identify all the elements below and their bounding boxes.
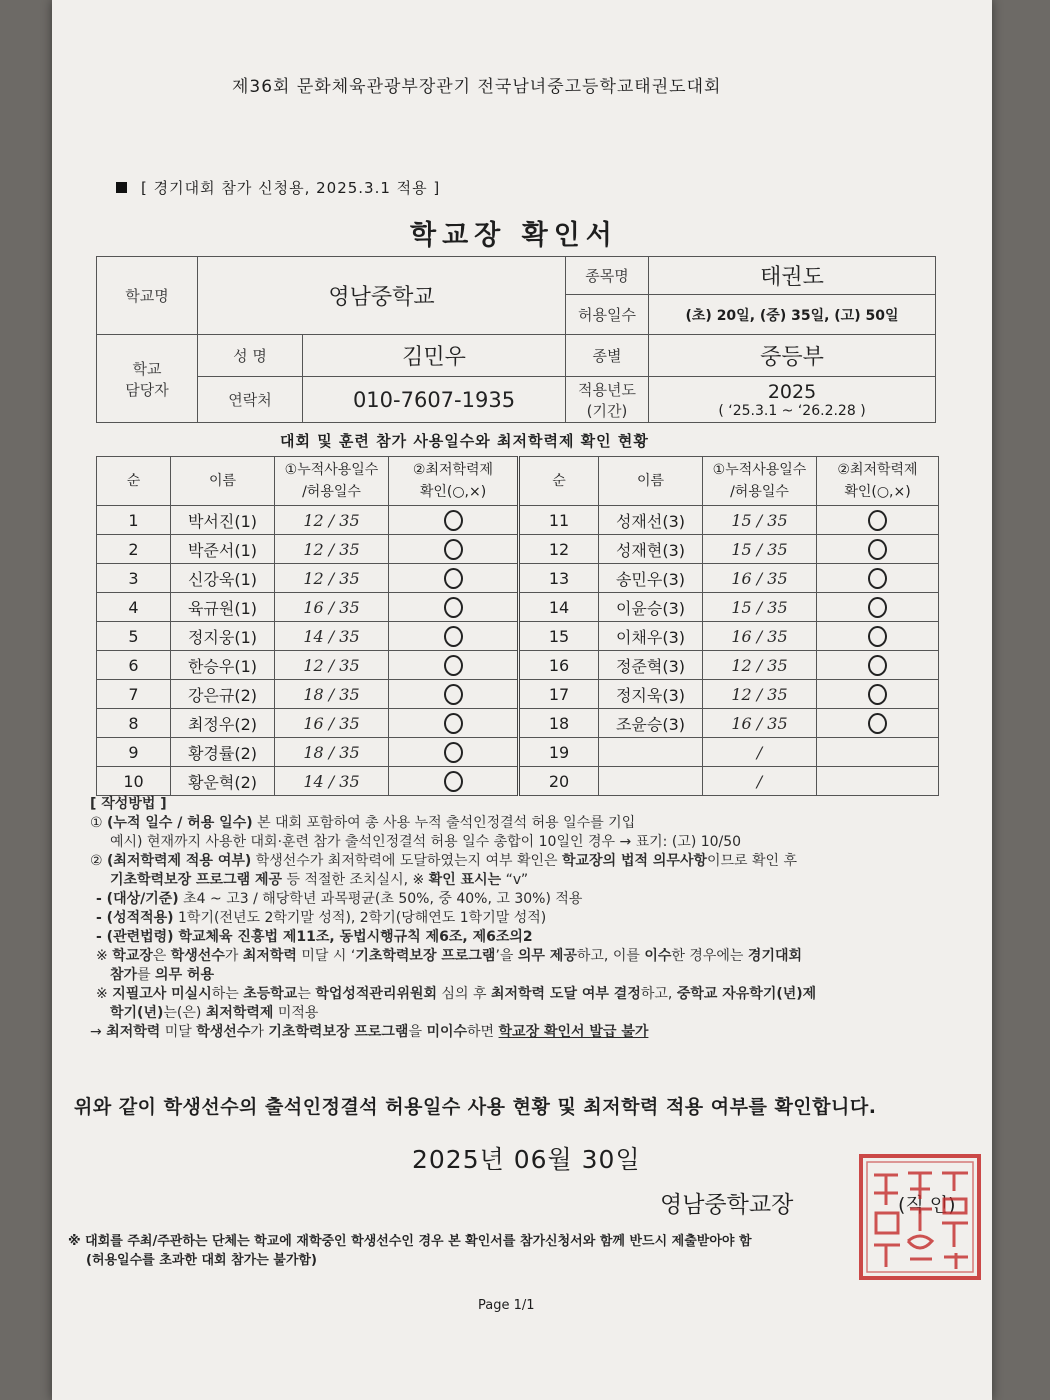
- table-row: [97, 506, 939, 535]
- cell-check: [817, 709, 939, 738]
- table-row: [97, 593, 939, 622]
- cell-name: 이윤승(3): [599, 593, 703, 622]
- cell-no: 15: [519, 622, 599, 651]
- guide-line: - (대상/기준) 초4 ~ 고3 / 해당학년 과목평균(초 50%, 중 40%, 고 30%) 적용: [96, 891, 583, 907]
- check-circle-icon: [868, 713, 887, 734]
- check-circle-icon: [444, 597, 463, 618]
- cell-name: 박서진(1): [171, 506, 275, 535]
- check-circle-icon: [868, 539, 887, 560]
- guide-line: ※ 지필고사 미실시하는 초등학교는 학업성적관리위원회 심의 후 최저학력 도달 여부 결정하고, 중학교 자유학기(년)제: [96, 986, 817, 1002]
- check-circle-icon: [444, 510, 463, 531]
- cell-check: [389, 767, 519, 796]
- cell-no: 2: [97, 535, 171, 564]
- check-circle-icon: [868, 597, 887, 618]
- cell-check: [389, 535, 519, 564]
- check-circle-icon: [444, 771, 463, 792]
- cell-days: 12 / 35: [703, 680, 817, 709]
- cell-check: [817, 593, 939, 622]
- check-circle-icon: [444, 684, 463, 705]
- cell-no: 17: [519, 680, 599, 709]
- guide-line: - (성적적용) 1학기(전년도 2학기말 성적), 2학기(당해연도 1학기말 성적): [96, 910, 547, 926]
- cell-no: 3: [97, 564, 171, 593]
- check-circle-icon: [444, 655, 463, 676]
- cell-days: 16 / 35: [703, 564, 817, 593]
- header-days: ①누적사용일수 /허용일수: [703, 457, 817, 506]
- check-circle-icon: [868, 626, 887, 647]
- cell-name: 성재선(3): [599, 506, 703, 535]
- contact-value: 010-7607-1935: [303, 377, 566, 423]
- cell-no: 8: [97, 709, 171, 738]
- cell-no: 7: [97, 680, 171, 709]
- confirmation-statement: 위와 같이 학생선수의 출석인정결석 허용일수 사용 현황 및 최저학력 적용 여부를 확인합니다.: [74, 1096, 877, 1118]
- cell-check: [389, 738, 519, 767]
- guide-line: → 최저학력 미달 학생선수가 기초학력보장 프로그램을 미이수하면 학교장 확인서 발급 불가: [90, 1024, 649, 1040]
- cell-check: [817, 738, 939, 767]
- allowed-days-label: 허용일수: [566, 295, 649, 335]
- attendance-header-row: [97, 457, 939, 506]
- guide-line: - (관련법령) 학교체육 진흥법 제11조, 동법시행규칙 제6조, 제6조의2: [96, 929, 533, 945]
- cell-no: 20: [519, 767, 599, 796]
- table-row: [97, 738, 939, 767]
- cell-name: [599, 767, 703, 796]
- cell-check: [817, 651, 939, 680]
- cell-check: [817, 506, 939, 535]
- contact-label: 연락처: [198, 377, 303, 423]
- cell-name: 성재현(3): [599, 535, 703, 564]
- cell-check: [389, 506, 519, 535]
- cell-no: 16: [519, 651, 599, 680]
- guide-line: 학기(년)는(은) 최저학력제 미적용: [110, 1005, 319, 1021]
- school-label: 학교명: [97, 257, 198, 335]
- allowed-days-value: (초) 20일, (중) 35일, (고) 50일: [649, 295, 936, 335]
- principal-name: 영남중학교장: [660, 1192, 794, 1218]
- check-circle-icon: [868, 568, 887, 589]
- header-name: 이름: [171, 457, 275, 506]
- header-check: ②최저학력제 확인(○,×): [389, 457, 519, 506]
- cell-days: 16 / 35: [275, 593, 389, 622]
- cell-days: 15 / 35: [703, 593, 817, 622]
- cell-name: 정지웅(1): [171, 622, 275, 651]
- writing-guide: [90, 795, 816, 1042]
- school-value: 영남중학교: [198, 257, 566, 335]
- cell-check: [389, 651, 519, 680]
- cell-name: 신강욱(1): [171, 564, 275, 593]
- cell-check: [817, 535, 939, 564]
- cell-no: 9: [97, 738, 171, 767]
- cell-name: 박준서(1): [171, 535, 275, 564]
- cell-no: 10: [97, 767, 171, 796]
- cell-days: 18 / 35: [275, 680, 389, 709]
- cell-name: 이채우(3): [599, 622, 703, 651]
- cell-name: 최정우(2): [171, 709, 275, 738]
- division-value: 중등부: [649, 335, 936, 377]
- table-row: [97, 651, 939, 680]
- guide-line: ① (누적 일수 / 허용 일수) 본 대회 포함하여 총 사용 누적 출석인정결석 허용 일수를 기입: [90, 815, 636, 831]
- guide-line: 기초학력보장 프로그램 제공 등 적절한 조치실시, ※ 확인 표시는 “v”: [110, 872, 529, 888]
- check-circle-icon: [444, 742, 463, 763]
- cell-days: 12 / 35: [275, 535, 389, 564]
- name-value: 김민우: [303, 335, 566, 377]
- cell-days: 12 / 35: [275, 564, 389, 593]
- cell-days: 14 / 35: [275, 767, 389, 796]
- cell-name: 한승우(1): [171, 651, 275, 680]
- cell-name: 황운혁(2): [171, 767, 275, 796]
- check-circle-icon: [868, 510, 887, 531]
- confirmation-date: 2025년 06월 30일: [412, 1145, 641, 1174]
- cell-no: 1: [97, 506, 171, 535]
- cell-name: 황경률(2): [171, 738, 275, 767]
- table-row: [97, 709, 939, 738]
- header-name: 이름: [599, 457, 703, 506]
- table-row: [97, 767, 939, 796]
- cell-days: 15 / 35: [703, 535, 817, 564]
- division-label: 종별: [566, 335, 649, 377]
- check-circle-icon: [444, 568, 463, 589]
- competition-title: 제36회 문화체육관광부장관기 전국남녀중고등학교태권도대회: [232, 77, 722, 97]
- document-title: 학교장 확인서: [410, 220, 618, 251]
- cell-days: 16 / 35: [703, 622, 817, 651]
- cell-no: 19: [519, 738, 599, 767]
- cell-check: [817, 564, 939, 593]
- event-value: 태권도: [649, 257, 936, 295]
- cell-days: /: [703, 767, 817, 796]
- cell-name: 정지욱(3): [599, 680, 703, 709]
- check-circle-icon: [444, 626, 463, 647]
- cell-no: 13: [519, 564, 599, 593]
- table-row: [97, 680, 939, 709]
- cell-no: 12: [519, 535, 599, 564]
- cell-name: 정준혁(3): [599, 651, 703, 680]
- cell-days: 16 / 35: [703, 709, 817, 738]
- cell-name: 육규원(1): [171, 593, 275, 622]
- table-row: [97, 622, 939, 651]
- footnote-line: ※ 대회를 주최/주관하는 단체는 학교에 재학중인 학생선수인 경우 본 확인서를 참가신청서와 함께 반드시 제출받아야 함: [68, 1234, 752, 1249]
- cell-check: [389, 622, 519, 651]
- cell-check: [817, 767, 939, 796]
- year-value: 2025 ( ‘25.3.1 ~ ‘26.2.28 ): [649, 377, 936, 423]
- cell-days: 12 / 35: [275, 506, 389, 535]
- seal-mark: (직 인): [898, 1194, 956, 1216]
- cell-days: 18 / 35: [275, 738, 389, 767]
- guide-line: 참가를 의무 허용: [110, 967, 215, 983]
- attendance-table: [96, 456, 939, 796]
- cell-days: /: [703, 738, 817, 767]
- cell-check: [389, 564, 519, 593]
- cell-check: [817, 622, 939, 651]
- cell-no: 6: [97, 651, 171, 680]
- guide-heading: [ 작성방법 ]: [90, 796, 167, 812]
- cell-no: 4: [97, 593, 171, 622]
- document-page: [52, 0, 992, 1400]
- year-label: 적용년도 (기간): [566, 377, 649, 423]
- event-label: 종목명: [566, 257, 649, 295]
- cell-days: 12 / 35: [275, 651, 389, 680]
- cell-days: 15 / 35: [703, 506, 817, 535]
- school-info-table: [96, 256, 936, 423]
- header-days: ①누적사용일수 /허용일수: [275, 457, 389, 506]
- guide-line: ② (최저학력제 적용 여부) 학생선수가 최저학력에 도달하였는지 여부 확인은 학교장의 법적 의무사항이므로 확인 후: [90, 853, 798, 869]
- cell-check: [389, 680, 519, 709]
- cell-check: [389, 709, 519, 738]
- cell-no: 14: [519, 593, 599, 622]
- cell-no: 5: [97, 622, 171, 651]
- cell-name: 조윤승(3): [599, 709, 703, 738]
- check-circle-icon: [444, 713, 463, 734]
- header-no: 순: [519, 457, 599, 506]
- guide-line: ※ 학교장은 학생선수가 최저학력 미달 시 ‘기초학력보장 프로그램’을 의무 제공하고, 이를 이수한 경우에는 경기대회: [96, 948, 803, 964]
- cell-check: [817, 680, 939, 709]
- page-number: Page 1/1: [478, 1298, 535, 1313]
- cell-no: 11: [519, 506, 599, 535]
- cell-days: 12 / 35: [703, 651, 817, 680]
- header-check: ②최저학력제 확인(○,×): [817, 457, 939, 506]
- check-circle-icon: [868, 684, 887, 705]
- square-bullet-icon: [116, 182, 127, 193]
- attendance-section-title: 대회 및 훈련 참가 사용일수와 최저학력제 확인 현황: [280, 432, 649, 450]
- name-label: 성 명: [198, 335, 303, 377]
- check-circle-icon: [444, 539, 463, 560]
- footnote-line: (허용일수를 초과한 대회 참가는 불가함): [86, 1253, 317, 1268]
- cell-days: 14 / 35: [275, 622, 389, 651]
- guide-line: 예시) 현재까지 사용한 대회·훈련 참가 출석인정결석 허용 일수 총합이 10일인 경우 → 표기: (고) 10/50: [110, 834, 742, 850]
- footnote: [68, 1232, 752, 1270]
- application-note: [ 경기대회 참가 신청용, 2025.3.1 적용 ]: [116, 177, 440, 198]
- check-circle-icon: [868, 655, 887, 676]
- table-row: [97, 535, 939, 564]
- cell-name: 강은규(2): [171, 680, 275, 709]
- official-seal: [858, 1153, 982, 1281]
- cell-no: 18: [519, 709, 599, 738]
- cell-name: [599, 738, 703, 767]
- staff-label: 학교 담당자: [97, 335, 198, 423]
- cell-name: 송민우(3): [599, 564, 703, 593]
- cell-check: [389, 593, 519, 622]
- header-no: 순: [97, 457, 171, 506]
- cell-days: 16 / 35: [275, 709, 389, 738]
- seal-stamp-icon: [858, 1153, 982, 1281]
- table-row: [97, 564, 939, 593]
